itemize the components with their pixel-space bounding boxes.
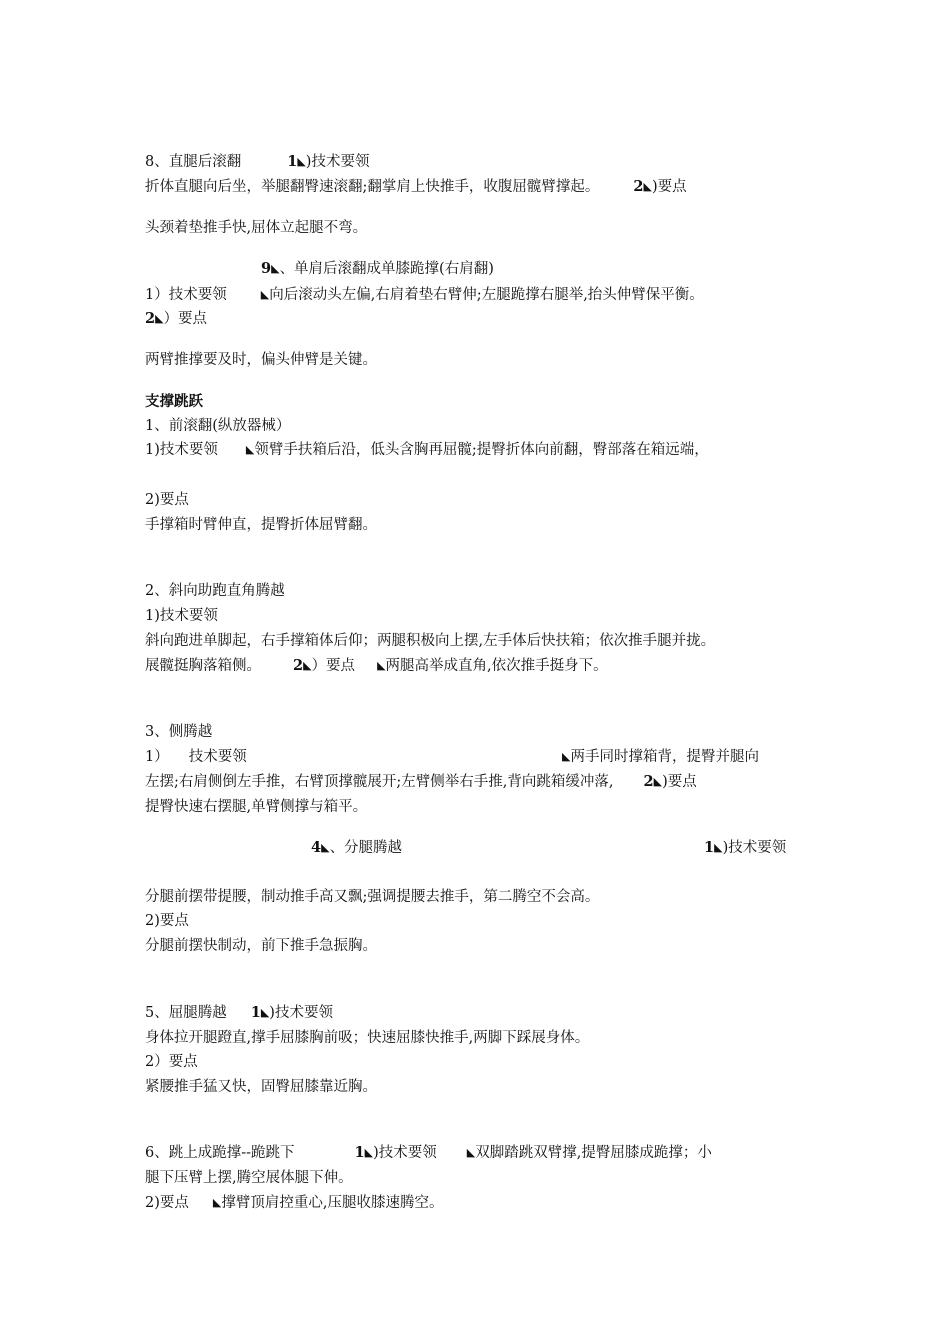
- bullet-glyph-icon: ◣: [466, 1146, 476, 1159]
- v6-title: 6、跳上成跪撑--跪跳下: [145, 1145, 295, 1161]
- v4-points-label: 2)要点: [145, 913, 189, 929]
- s8-title-line: [145, 152, 369, 172]
- bullet-glyph-icon: ◣: [653, 775, 663, 788]
- v1-title: 1、前滚翻(纵放器械）: [145, 418, 291, 434]
- v4-number-1: 1: [704, 839, 715, 856]
- bullet-glyph-icon: ◣: [212, 1196, 222, 1209]
- v4-title-line: [311, 838, 402, 858]
- s9-number: 9: [261, 260, 272, 277]
- s9-technique-label: 1）技术要领: [145, 287, 227, 303]
- v4-technique-line: [704, 838, 786, 858]
- v3-technique-line: [145, 747, 247, 767]
- bullet-glyph-icon: ◣: [562, 750, 571, 763]
- v6-points-line: [145, 1193, 443, 1213]
- v6-body-2: 腿下压臂上摆,腾空展体腿下伸。: [145, 1170, 353, 1186]
- bullet-glyph-icon: ◣: [260, 288, 270, 301]
- v2-body-2: 展髋挺胸落箱侧。: [145, 658, 261, 674]
- v3-title: 3、侧腾越: [145, 724, 213, 740]
- v5-points: 紧腰推手猛又快，固臀屈膝靠近胸。: [145, 1079, 377, 1095]
- bullet-glyph-icon: ◣: [377, 659, 386, 672]
- v3-body-1: 两手同时撑箱背，提臀并腿向: [570, 749, 759, 765]
- v5-number-1: 1: [250, 1004, 261, 1021]
- v3-technique-label: 技术要领: [188, 749, 247, 765]
- bullet-glyph-icon: ◣: [643, 180, 652, 193]
- s9-body-line: [145, 285, 704, 305]
- s8-body: 折体直腿向后坐，举腿翻臀速滚翻;翻掌肩上快推手，收腹屈髋臂撑起。: [145, 179, 600, 195]
- s8-number-2: 2: [633, 178, 644, 195]
- s8-points: 头颈着垫推手快,屈体立起腿不弯。: [145, 220, 368, 236]
- v4-title: 、分腿腾越: [329, 840, 403, 856]
- bullet-glyph-icon: ◣: [271, 262, 280, 275]
- s9-number-2: 2: [145, 310, 156, 327]
- v6-body-1: 双脚踏跳双臂撑,提臀屈膝成跪撑；小: [475, 1145, 712, 1161]
- v2-number-2: 2: [293, 657, 304, 674]
- v3-points: 提臀快速右摆腿,单臂侧撑与箱平。: [145, 799, 368, 815]
- bullet-glyph-icon: ◣: [364, 1146, 374, 1159]
- v2-body-1: 斜向跑进单脚起，右手撑箱体后仰；两腿积极向上摆,左手体后快扶箱；依次推手腿并拢。: [145, 633, 716, 649]
- bullet-glyph-icon: ◣: [297, 155, 306, 168]
- v1-body: 领臂手扶箱后沿，低头含胸再屈髋;提臀折体向前翻，臀部落在箱远端，: [254, 442, 709, 458]
- bullet-glyph-icon: ◣: [303, 659, 312, 672]
- v1-body-line: [145, 440, 709, 460]
- v4-technique-label: )技术要领: [722, 840, 787, 856]
- v4-number: 4: [311, 839, 322, 856]
- v1-points-label: 2)要点: [145, 492, 189, 508]
- v2-technique-label: 1)技术要领: [145, 608, 218, 624]
- bullet-glyph-icon: ◣: [155, 312, 164, 325]
- v6-title-line: [145, 1143, 712, 1163]
- s9-points-label-line: [145, 309, 207, 329]
- s9-points-label: ）要点: [163, 311, 208, 327]
- v3-number-2: 2: [643, 773, 654, 790]
- s8-points-label: )要点: [651, 179, 687, 195]
- v5-title-line: [145, 1003, 333, 1023]
- bullet-glyph-icon: ◣: [245, 443, 255, 456]
- s8-body-line: [145, 177, 687, 197]
- v5-technique-label: )技术要领: [269, 1005, 333, 1021]
- s9-body: 向后滚动头左偏,右肩着垫右臂伸;左腿跪撑右腿举,抬头伸臂保平衡。: [269, 287, 704, 303]
- v2-points-label: ）要点: [311, 658, 356, 674]
- v5-points-label: 2）要点: [145, 1054, 198, 1070]
- v3-body-1-line: [562, 747, 759, 767]
- vault-heading: 支撑跳跃: [145, 393, 203, 410]
- s8-title: 8、直腿后滚翻: [145, 154, 242, 170]
- v2-body-line-2: [145, 656, 608, 676]
- s9-title: 、单肩后滚翻成单膝跪撑(右肩翻): [279, 261, 494, 277]
- bullet-glyph-icon: ◣: [260, 1006, 270, 1019]
- v2-title: 2、斜向助跑直角腾越: [145, 583, 285, 599]
- v2-points: 两腿高举成直角,依次推手挺身下。: [385, 658, 608, 674]
- v4-body: 分腿前摆带提腰，制动推手高又飘;强调提腰去推手，第二腾空不会高。: [145, 889, 600, 905]
- v3-points-label: )要点: [662, 774, 697, 790]
- bullet-glyph-icon: ◣: [714, 841, 723, 854]
- v6-number-1: 1: [354, 1144, 365, 1161]
- v6-points: 撑臂顶肩控重心,压腿收膝速腾空。: [221, 1195, 444, 1211]
- s9-title-line: [261, 259, 494, 279]
- v5-body: 身体拉开腿蹬直,撑手屈膝胸前吸；快速屈膝快推手,两脚下踩展身体。: [145, 1030, 590, 1046]
- s8-number-1: 1: [287, 153, 298, 170]
- s8-technique-label: )技术要领: [305, 154, 370, 170]
- v6-points-label: 2)要点: [145, 1195, 189, 1211]
- v1-technique-label: 1)技术要领: [145, 442, 218, 458]
- v1-points: 手撑箱时臂伸直，提臀折体屈臂翻。: [145, 517, 377, 533]
- v4-points: 分腿前摆快制动，前下推手急振胸。: [145, 938, 377, 954]
- v3-technique-prefix: 1）: [145, 749, 169, 765]
- bullet-glyph-icon: ◣: [321, 841, 330, 854]
- v3-body-2: 左摆;右肩侧倒左手推，右臂顶撑髋展开;左臂侧举右手推,背向跳箱缓冲落,: [145, 774, 614, 790]
- v3-body-line-2: [145, 772, 697, 792]
- v5-title: 5、屈腿腾越: [145, 1005, 227, 1021]
- s9-points: 两臂推撑要及时，偏头伸臂是关键。: [145, 352, 377, 368]
- v6-technique-label: )技术要领: [373, 1145, 437, 1161]
